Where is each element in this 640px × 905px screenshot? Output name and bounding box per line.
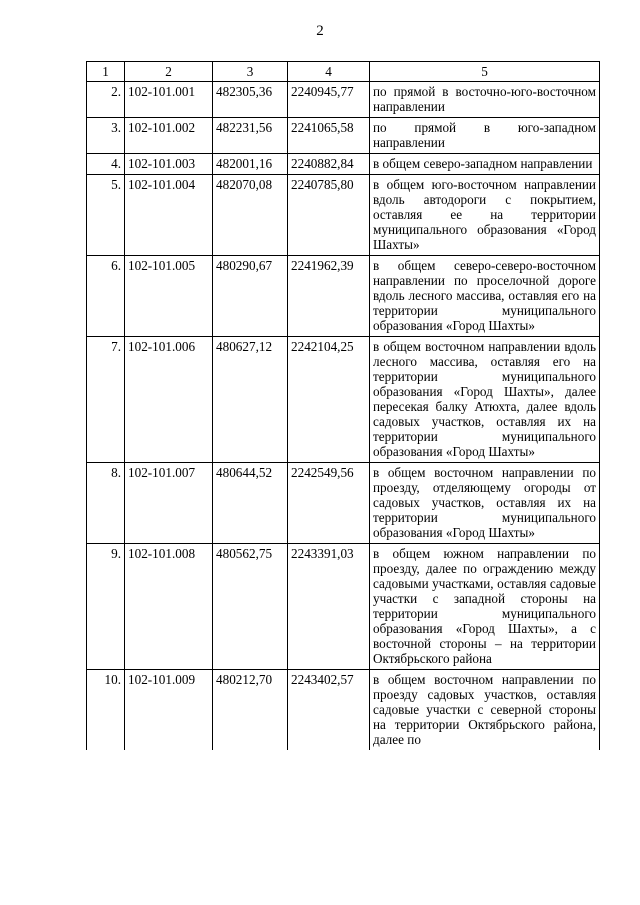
point-id: 102-101.007 <box>125 463 213 544</box>
coord-y: 2241065,58 <box>288 118 370 154</box>
coord-y: 2240882,84 <box>288 154 370 175</box>
coord-x: 482305,36 <box>213 82 288 118</box>
coord-x: 482001,16 <box>213 154 288 175</box>
header-col-3: 3 <box>213 62 288 82</box>
row-number: 2. <box>87 82 125 118</box>
row-number: 6. <box>87 256 125 337</box>
point-id: 102-101.006 <box>125 337 213 463</box>
point-id: 102-101.008 <box>125 544 213 670</box>
table-row <box>87 82 600 118</box>
point-id: 102-101.003 <box>125 154 213 175</box>
table-row <box>87 256 600 337</box>
boundary-coordinates-table <box>86 61 600 750</box>
coord-x: 480290,67 <box>213 256 288 337</box>
table-row <box>87 670 600 751</box>
coord-x: 482231,56 <box>213 118 288 154</box>
table-header-row <box>87 62 600 82</box>
boundary-description: в общем юго-восточном направлении вдоль автодороги с покрытием, оставляя ее на территории муниципального образования «Город Шахты» <box>370 175 600 256</box>
point-id: 102-101.009 <box>125 670 213 751</box>
header-col-4: 4 <box>288 62 370 82</box>
coord-y: 2240785,80 <box>288 175 370 256</box>
boundary-description: в общем восточном направлении по проезду садовых участков, оставляя садовые участки с северной стороны на территории Октябрьского района, далее по <box>370 670 600 751</box>
boundary-description: в общем северо-западном направлении <box>370 154 600 175</box>
row-number: 8. <box>87 463 125 544</box>
point-id: 102-101.005 <box>125 256 213 337</box>
table-row <box>87 118 600 154</box>
point-id: 102-101.002 <box>125 118 213 154</box>
coord-y: 2242549,56 <box>288 463 370 544</box>
page-number: 2 <box>316 23 324 39</box>
boundary-description: по прямой в восточно-юго-восточном направлении <box>370 82 600 118</box>
coord-y: 2243402,57 <box>288 670 370 751</box>
point-id: 102-101.001 <box>125 82 213 118</box>
table-row <box>87 175 600 256</box>
row-number: 3. <box>87 118 125 154</box>
coord-x: 480212,70 <box>213 670 288 751</box>
row-number: 10. <box>87 670 125 751</box>
row-number: 9. <box>87 544 125 670</box>
coord-y: 2241962,39 <box>288 256 370 337</box>
table-row <box>87 544 600 670</box>
table-row <box>87 463 600 544</box>
header-col-1: 1 <box>87 62 125 82</box>
coord-y: 2240945,77 <box>288 82 370 118</box>
boundary-description: в общем восточном направлении по проезду, отделяющему огороды от садовых участков, оставляя их на территории муниципального образования «Город Шахты» <box>370 463 600 544</box>
row-number: 5. <box>87 175 125 256</box>
coord-x: 480644,52 <box>213 463 288 544</box>
boundary-description: в общем северо-северо-восточном направлении по проселочной дороге вдоль лесного массива, оставляя его на территории муниципального образования «Город Шахты» <box>370 256 600 337</box>
boundary-description: в общем южном направлении по проезду, далее по ограждению между садовыми участками, оставляя садовые участки с западной стороны на территории муниципального образования «Город Шахты», а с восточной стороны – на территории Октябрьского района <box>370 544 600 670</box>
header-col-2: 2 <box>125 62 213 82</box>
row-number: 4. <box>87 154 125 175</box>
header-col-5: 5 <box>370 62 600 82</box>
boundary-description: по прямой в юго-западном направлении <box>370 118 600 154</box>
coord-x: 482070,08 <box>213 175 288 256</box>
boundary-description: в общем восточном направлении вдоль лесного массива, оставляя его на территории муниципального образования «Город Шахты», далее пересекая балку Атюхта, далее вдоль садовых участков, оставляя их на территории муниципального образования «Город Шахты» <box>370 337 600 463</box>
table-row <box>87 154 600 175</box>
coord-x: 480627,12 <box>213 337 288 463</box>
point-id: 102-101.004 <box>125 175 213 256</box>
coord-y: 2243391,03 <box>288 544 370 670</box>
table-row <box>87 337 600 463</box>
coord-y: 2242104,25 <box>288 337 370 463</box>
row-number: 7. <box>87 337 125 463</box>
coord-x: 480562,75 <box>213 544 288 670</box>
